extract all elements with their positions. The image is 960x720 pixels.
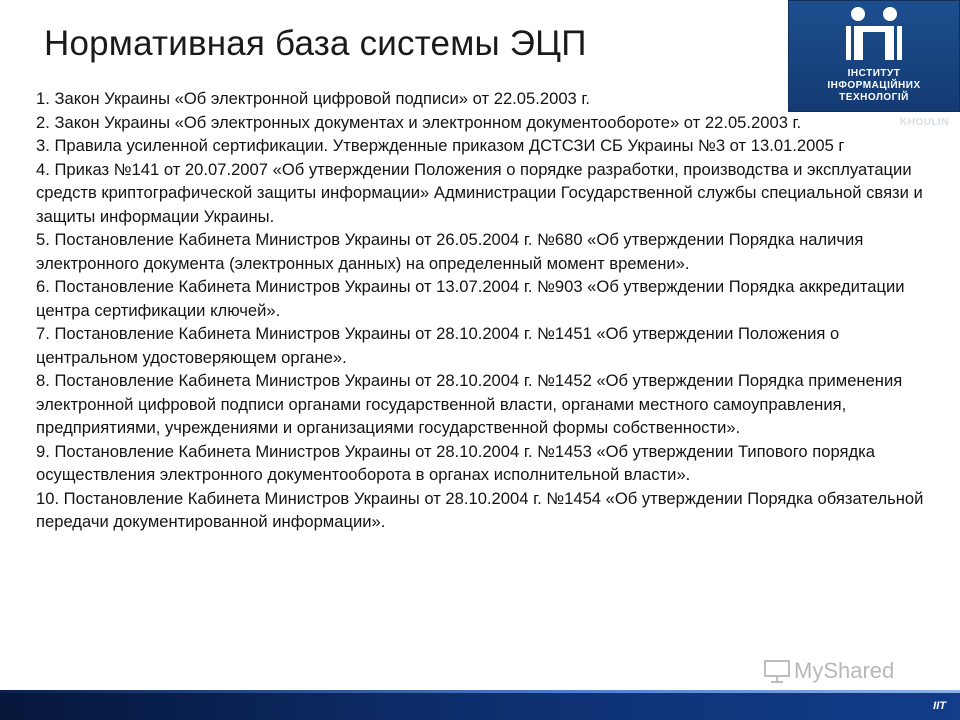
logo-caption: KHOULIN <box>900 117 950 128</box>
list-item: 7. Постановление Кабинета Министров Украины от 28.10.2004 г. №1451 «Об утверждении Положения о центральном удостоверяющем органе». <box>36 324 840 367</box>
regulations-list <box>36 87 926 534</box>
list-item: 3. Правила усиленной сертификации. Утвержденные приказом ДСТСЗИ СБ Украины №3 от 13.01.2005 г <box>36 136 845 155</box>
list-item: 4. Приказ №141 от 20.07.2007 «Об утверждении Положения о порядке разработки, производства и эксплуатации средств криптографической защиты информации» Администрации Государственной службы специальной связи и защиты информации Украины. <box>36 159 923 226</box>
footer-bar <box>0 690 960 720</box>
watermark <box>764 658 894 684</box>
list-item: 10. Постановление Кабинета Министров Украины от 28.10.2004 г. №1454 «Об утверждении Порядка обязательной передачи документированной информации». <box>36 488 924 531</box>
logo-line-3: ТЕХНОЛОГІЙ <box>839 92 909 103</box>
slide-title: Нормативная база системы ЭЦП <box>44 24 587 63</box>
logo-line-2: ІНФОРМАЦІЙНИХ <box>827 80 921 91</box>
list-item: 9. Постановление Кабинета Министров Украины от 28.10.2004 г. №1453 «Об утверждении Типового порядка осуществления электронного документооборота в органах исполнительной власти». <box>36 441 876 484</box>
list-item: 5. Постановление Кабинета Министров Украины от 26.05.2004 г. №680 «Об утверждении Порядка наличия электронного документа (электронных данных) на определенный момент времени». <box>36 230 864 273</box>
presentation-icon <box>764 659 790 683</box>
list-item: 1. Закон Украины «Об электронной цифровой подписи» от 22.05.2003 г. <box>36 89 591 108</box>
footer-accent-line <box>0 690 960 693</box>
list-item: 2. Закон Украины «Об электронных документах и электронном документообороте» от 22.05.2003 г. <box>36 112 802 132</box>
footer-brand-mark: IIT <box>933 700 946 712</box>
institute-logo-icon <box>840 4 908 64</box>
list-item: 6. Постановление Кабинета Министров Украины от 13.07.2004 г. №903 «Об утверждении Порядка аккредитации центра сертификации ключей». <box>36 277 905 320</box>
list-item: 8. Постановление Кабинета Министров Украины от 28.10.2004 г. №1452 «Об утверждении Порядка применения электронной цифровой подписи органами государственной власти, органами местного самоуправления, предприятиями, учреждениями и организациями государственной формы собственности». <box>36 371 903 437</box>
watermark-text: MyShared <box>794 658 895 683</box>
logo-line-1: ІНСТИТУТ <box>847 68 901 79</box>
